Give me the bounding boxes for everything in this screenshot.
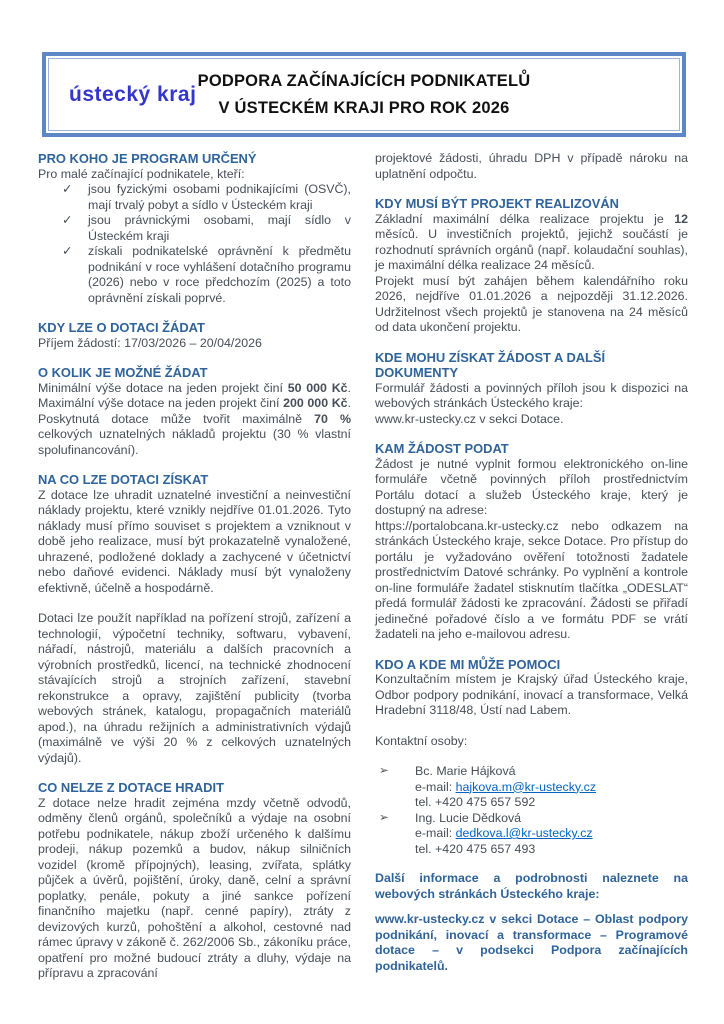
left-column (38, 151, 351, 982)
list-item (38, 182, 351, 213)
application-period: Příjem žádostí: 17/03/2026 – 20/04/2026 (38, 335, 262, 350)
section-heading: KDY LZE O DOTACI ŽÁDAT (38, 320, 205, 335)
consultation-place-paragraph: Konzultačním místem je Krajský úřad Ústeckého kraje, Odbor podpory podnikání, inovací a transformace, Velká Hradební 3118/48, Ústí nad Labem. (375, 672, 688, 717)
document-body (38, 151, 688, 982)
eligible-costs-paragraph: Z dotace lze uhradit uznatelné investiční a neinvestiční náklady projektu, které vznikly nejdříve 01.01.2026. Tyto náklady musí přímo souviset s projektem a vzniknout v době jeho realizace, musí být prokazatelně vynaložené, uhrazené, podložené doklady a zachycené v účetnictví nebo daňové evidenci. Náklady musí být vynaloženy efektivně, účelně a hospodárně. (38, 487, 351, 595)
header-box (42, 52, 686, 137)
submission-paragraph-2: https://portalobcana.kr-ustecky.cz nebo odkazem na stránkách Ústeckého kraje, sekce Dotace. Pro přístup do portálu je vyžadováno ověření totožnosti žadatele prostřednictvím Datové schránky. Po vyplnění a kontrole on-line formuláře žadatel stisknutím tlačítka „ODESLAT“ předá formulář žádosti ke zpracování. Žádosti se přiřadí jedinečné pořadové číslo a ve formátu PDF se vrátí žadateli na jeho e-mailovou adresu. (375, 518, 688, 641)
email-label: e-mail: (415, 779, 456, 794)
list-item (38, 244, 351, 306)
section-o-kolik (38, 365, 351, 458)
text-run: Minimální výše dotace na jeden projekt činí (38, 380, 288, 395)
section-heading: KDO A KDE MI MŮŽE POMOCI (375, 656, 561, 672)
text-run: . Poskytnutá dotace může tvořit maximálně (38, 396, 352, 426)
grant-amounts-paragraph (38, 381, 351, 459)
email-link[interactable]: dedkova.l@kr-ustecky.cz (455, 826, 593, 840)
more-info-paragraph: Další informace a podrobnosti naleznete na webových stránkách Ústeckého kraje: (375, 871, 688, 901)
ineligible-costs-paragraph: Z dotace nelze hradit zejména mzdy včetně odvodů, odměny členů orgánů, společníků a výdaje na osobní potřebu podnikatele, nákup zboží určeného k dalšímu prodeji, nákup pozemků a budov, nákup silničních vozidel (kromě přípojných), leasing, zvířata, splátky půjček a úvěrů, pojištění, úroky, daně, celní a správní poplatky, penále, pokuty a jiné sankce pořízení finančního majetku (např. cenné papíry), ztráty z devizových kurzů, pohoštění a alkohol, cestovné nad rámec úpravy v zákoně č. 262/2006 Sb., zákoníku práce, opatření pro možné budoucí ztráty a dluhy, výdaje na přípravu a zpracování (38, 795, 351, 980)
contact-name: Bc. Marie Hájková (415, 764, 516, 778)
arrow-bullet-icon: ➢ (379, 765, 389, 777)
section-heading: KDE MOHU ZÍSKAT ŽÁDOST A DALŠÍ DOKUMENTY (375, 349, 606, 380)
arrow-bullet-icon: ➢ (379, 811, 389, 824)
check-icon: ✓ (62, 213, 73, 227)
contacts-label: Kontaktní osoby: (375, 733, 468, 748)
website-path-paragraph: www.kr-ustecky.cz v sekci Dotace – Oblast podpory podnikání, inovací a transformace – Programové dotace – v podsekci Podpora začínajících podnikatelů. (375, 912, 688, 973)
website-reference: www.kr-ustecky.cz v sekci Dotace. (375, 411, 564, 426)
contact-item (375, 764, 688, 811)
right-column (375, 151, 688, 982)
title-line-1: PODPORA ZAČÍNAJÍCÍCH PODNIKATELŮ (197, 71, 531, 90)
check-icon: ✓ (62, 244, 73, 258)
text-run: . Maximální výše dotace na jeden projekt činí (38, 380, 351, 410)
section-co-nelze (38, 780, 351, 982)
submission-paragraph-1: Žádost je nutné vyplnit formou elektronického on-line formuláře včetně povinných příloh prostřednictvím Portálu dotací a služeb Ústeckého kraje, který je dostupný na adrese: (375, 456, 688, 517)
realization-length-paragraph (375, 212, 688, 274)
section-na-co (38, 472, 351, 766)
section-heading: KDY MUSÍ BÝT PROJEKT REALIZOVÁN (375, 196, 619, 211)
contact-name: Ing. Lucie Dědková (415, 810, 522, 825)
text-run: měsíců. U investičních projektů, jejichž součástí je rozhodnutí správních orgánů (např. kolaudační souhlas), je maximální délka realizace 24 měsíců. (375, 227, 688, 272)
section-kdy-zadat (38, 320, 351, 351)
ustecky-kraj-logo: ústecký kraj (69, 82, 197, 106)
min-amount: 50 000 Kč (287, 380, 348, 395)
section-heading: NA CO LZE DOTACI ZÍSKAT (38, 472, 209, 487)
section-heading: CO NELZE Z DOTACE HRADIT (38, 780, 224, 795)
check-icon: ✓ (62, 182, 73, 196)
realization-start-paragraph: Projekt musí být zahájen během kalendářního roku 2026, nejdříve 01.01.2026 a nejpozději 31.12.2026. Udržitelnost všech projektů je stanovena na 24 měsíců od data ukončení projektu. (375, 273, 688, 334)
email-label: e-mail: (415, 826, 456, 840)
list-item-text: jsou fyzickými osobami podnikajícími (OSVČ), mají trvalý pobyt a sídlo v Ústeckém kraji (88, 182, 351, 212)
email-link[interactable]: hajkova.m@kr-ustecky.cz (455, 779, 597, 794)
contact-tel: tel. +420 475 657 592 (415, 795, 536, 809)
title-line-2: V ÚSTECKÉM KRAJI PRO ROK 2026 (218, 98, 510, 117)
list-item-text: jsou právnickými osobami, mají sídlo v Ústeckém kraji (88, 213, 351, 243)
section-kdo-pomoci (375, 657, 688, 858)
contact-details (415, 764, 688, 811)
section-heading: O KOLIK JE MOŽNÉ ŽÁDAT (38, 365, 208, 380)
months-count: 12 (674, 211, 688, 226)
text-run: Základní maximální délka realizace projektu je (375, 211, 675, 226)
section-heading: PRO KOHO JE PROGRAM URČENÝ (38, 151, 257, 166)
contact-item (375, 811, 688, 858)
contact-tel: tel. +420 475 657 493 (415, 841, 536, 856)
contact-email-line (415, 780, 688, 796)
section-heading: KAM ŽÁDOST PODAT (375, 441, 509, 456)
contact-email-line (415, 826, 688, 842)
usage-examples-paragraph: Dotaci lze použít například na pořízení strojů, zařízení a technologií, výpočetní techniky, softwaru, vybavení, nářadí, nástrojů, materiálu a dalších pracovních a výrobních prostředků, licencí, na technické zhodnocení stávajících strojů a strojních zařízení, stavební rekonstrukce a opravy, zajištění publicity (tvorba webových stránek, katalogu, propagačních materiálů apod.), na úhradu režijních a administrativních výdajů (maximálně ve výši 20 % z celkových uznatelných výdajů). (38, 611, 351, 765)
list-item (38, 213, 351, 244)
section-pro-koho (38, 151, 351, 306)
section-kde-ziskat (375, 350, 688, 428)
text-run: celkových uznatelných nákladů projektu (30 % vlastní spolufinancování). (38, 427, 351, 457)
section-kdy-realizovan (375, 196, 688, 336)
header-inner-frame (48, 58, 680, 131)
section-intro: Pro malé začínající podnikatele, kteří: (38, 166, 245, 181)
contact-details (415, 811, 688, 858)
max-percentage: 70 % (314, 411, 351, 426)
continuation-paragraph: projektové žádosti, úhradu DPH v případě nároku na uplatnění odpočtu. (375, 151, 688, 181)
section-kam-podat (375, 441, 688, 643)
max-amount: 200 000 Kč (283, 396, 348, 410)
forms-availability-paragraph: Formulář žádosti a povinných příloh jsou k dispozici na webových stránkách Ústeckého kraje: (375, 380, 688, 410)
list-item-text: získali podnikatelské oprávnění k předmětu podnikání v roce vyhlášení dotačního programu (2026) nebo v roce předchozím (2025) a toto oprávnění získali poprvé. (88, 244, 351, 305)
footer-info (375, 871, 688, 974)
